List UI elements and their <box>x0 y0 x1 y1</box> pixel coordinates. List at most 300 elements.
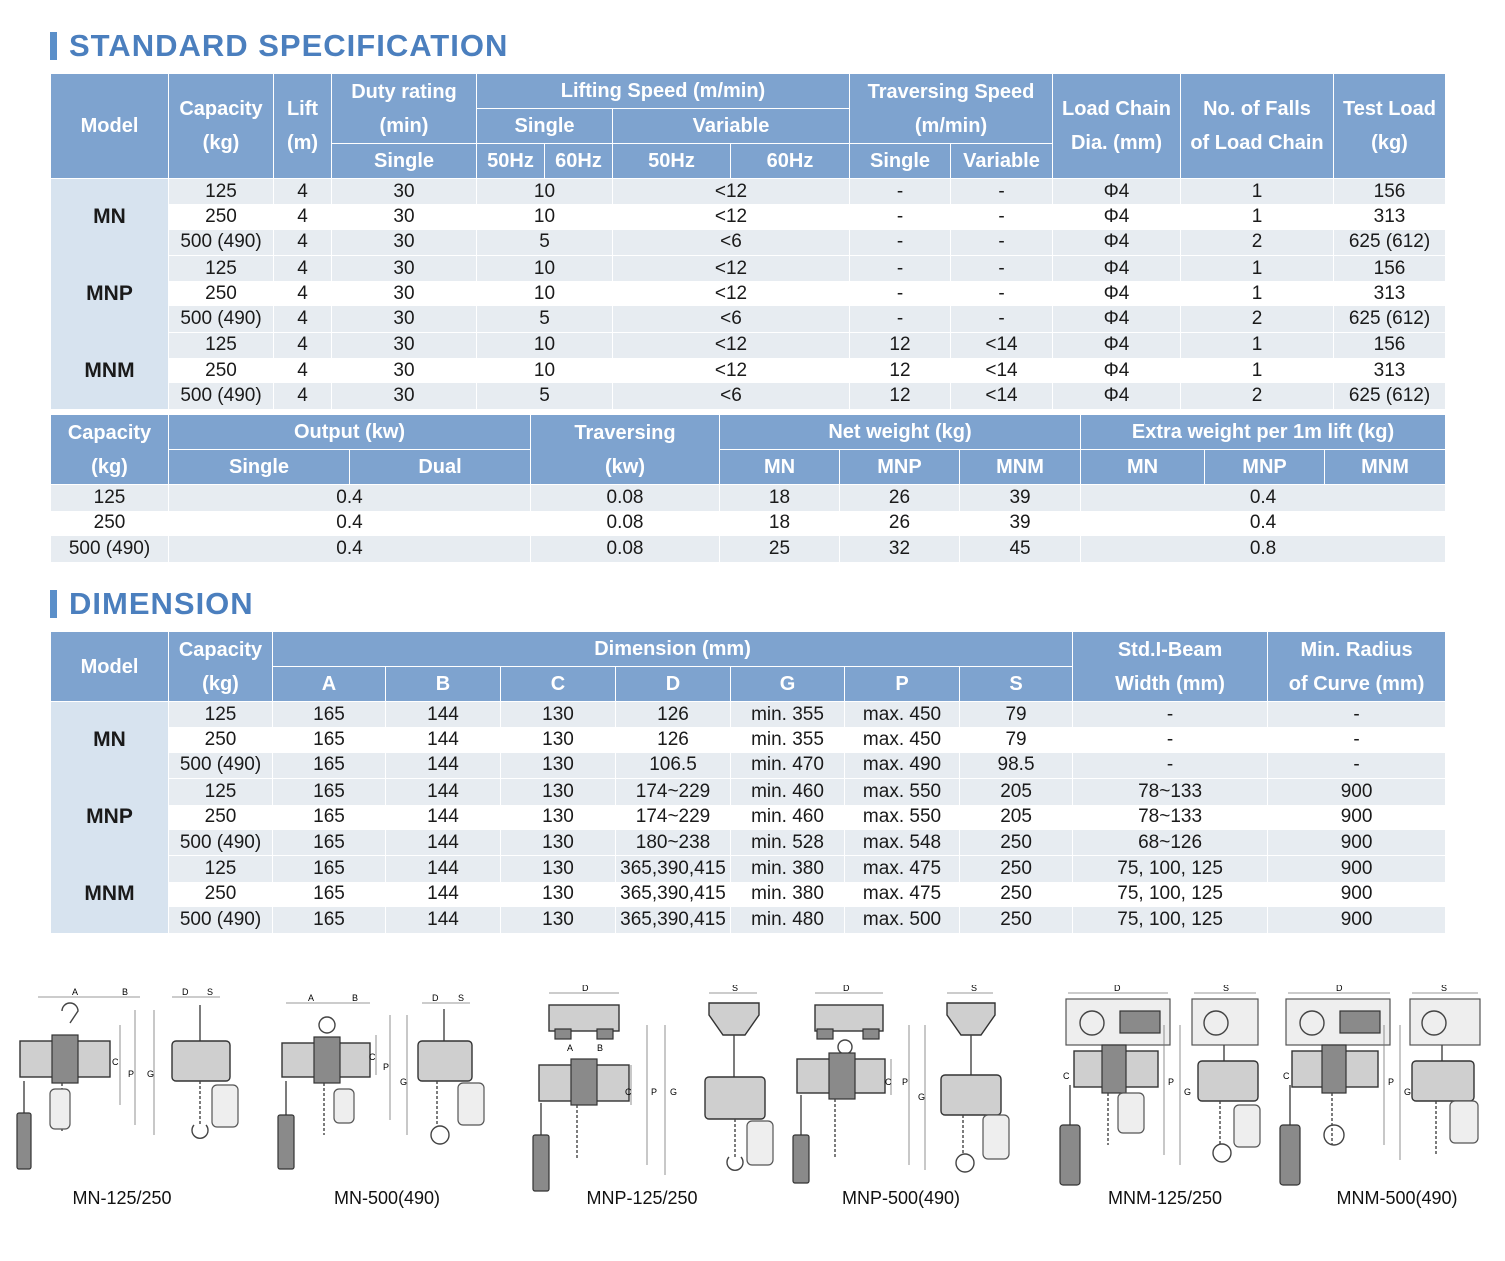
dim-cap-cell: 500 (490) <box>169 907 273 933</box>
drawing-caption: MNM-125/250 <box>1107 1188 1223 1208</box>
trav-single-cell: - <box>850 204 951 229</box>
title-accent-bar <box>50 32 57 60</box>
traversing-cell: 0.08 <box>531 511 720 537</box>
dim-radius-cell: - <box>1268 727 1446 752</box>
dim-b-cell: 144 <box>386 779 501 805</box>
dim-radius-cell: 900 <box>1268 856 1446 882</box>
out-header-traversing: Traversing (kw) <box>531 415 720 485</box>
dim-p-cell: max. 450 <box>845 702 960 728</box>
dim-a-cell: 165 <box>273 830 386 856</box>
duty-cell: 30 <box>332 179 477 205</box>
dim-a-cell: 165 <box>273 856 386 882</box>
trav-single-cell: - <box>850 281 951 306</box>
traversing-cell: 0.08 <box>531 536 720 562</box>
header-model: Model <box>51 74 169 179</box>
dim-cap-cell: 125 <box>169 856 273 882</box>
net-mnm-cell: 39 <box>960 511 1081 537</box>
dim-s-cell: 79 <box>960 702 1073 728</box>
svg-text:P: P <box>902 1077 909 1087</box>
falls-cell: 2 <box>1181 306 1334 332</box>
dim-b-cell: 144 <box>386 805 501 830</box>
output-cell: 0.4 <box>169 511 531 537</box>
dim-g-cell: min. 460 <box>731 805 845 830</box>
net-mnp-cell: 26 <box>840 485 960 511</box>
dim-c-cell: 130 <box>501 830 616 856</box>
dim-cap-cell: 125 <box>169 779 273 805</box>
trav-single-cell: - <box>850 306 951 332</box>
dim-s-cell: 250 <box>960 830 1073 856</box>
duty-cell: 30 <box>332 281 477 306</box>
lift-variable-cell: <6 <box>613 383 850 409</box>
table-row <box>51 358 1446 383</box>
table-row <box>51 702 1446 728</box>
lift-cell: 4 <box>274 306 332 332</box>
falls-cell: 1 <box>1181 255 1334 281</box>
extra-weight-cell: 0.4 <box>1081 511 1446 537</box>
dim-b-cell: 144 <box>386 856 501 882</box>
model-cell: MN <box>51 702 169 779</box>
out-header-extra-mn: MN <box>1081 450 1205 485</box>
table-row <box>51 230 1446 256</box>
dim-s-cell: 205 <box>960 805 1073 830</box>
svg-text:C: C <box>1063 1071 1070 1081</box>
chain-cell: Φ4 <box>1053 204 1181 229</box>
dim-s-cell: 250 <box>960 856 1073 882</box>
header-variable-50hz: 50Hz <box>613 144 731 179</box>
falls-cell: 2 <box>1181 383 1334 409</box>
out-header-net-mn: MN <box>720 450 840 485</box>
trav-single-cell: - <box>850 179 951 205</box>
dim-header-g: G <box>731 667 845 702</box>
dim-g-cell: min. 460 <box>731 779 845 805</box>
dim-d-cell: 174~229 <box>616 805 731 830</box>
lift-cell: 4 <box>274 255 332 281</box>
dim-beam-cell: 78~133 <box>1073 805 1268 830</box>
dim-header-radius: Min. Radius of Curve (mm) <box>1268 632 1446 702</box>
lift-single-cell: 5 <box>477 383 613 409</box>
dim-s-cell: 250 <box>960 907 1073 933</box>
capacity-cell: 125 <box>169 332 274 358</box>
svg-text:C: C <box>625 1087 632 1097</box>
test-load-cell: 313 <box>1334 204 1446 229</box>
lift-variable-cell: <12 <box>613 179 850 205</box>
svg-text:G: G <box>670 1087 678 1097</box>
trav-variable-cell: - <box>951 179 1053 205</box>
capacity-cell: 125 <box>169 255 274 281</box>
spec-table <box>50 73 1446 410</box>
chain-cell: Φ4 <box>1053 306 1181 332</box>
dim-p-cell: max. 490 <box>845 753 960 779</box>
dim-b-cell: 144 <box>386 702 501 728</box>
dim-g-cell: min. 355 <box>731 727 845 752</box>
lift-single-cell: 10 <box>477 281 613 306</box>
test-load-cell: 156 <box>1334 332 1446 358</box>
table-row <box>51 830 1446 856</box>
svg-text:G: G <box>918 1092 926 1102</box>
capacity-cell: 500 (490) <box>51 536 169 562</box>
dim-a-cell: 165 <box>273 805 386 830</box>
dim-a-cell: 165 <box>273 727 386 752</box>
header-traversing-speed: Traversing Speed (m/min) <box>850 74 1053 144</box>
chain-cell: Φ4 <box>1053 358 1181 383</box>
chain-cell: Φ4 <box>1053 255 1181 281</box>
duty-cell: 30 <box>332 383 477 409</box>
drawing-mnm-125-250 <box>1058 985 1268 1195</box>
net-mn-cell: 18 <box>720 485 840 511</box>
dim-p-cell: max. 475 <box>845 856 960 882</box>
svg-text:C: C <box>885 1077 892 1087</box>
header-capacity: Capacity (kg) <box>169 74 274 179</box>
falls-cell: 1 <box>1181 179 1334 205</box>
model-cell: MNM <box>51 856 169 933</box>
dim-d-cell: 365,390,415 <box>616 856 731 882</box>
trav-variable-cell: <14 <box>951 358 1053 383</box>
output-cell: 0.4 <box>169 536 531 562</box>
dim-beam-cell: - <box>1073 727 1268 752</box>
dim-s-cell: 98.5 <box>960 753 1073 779</box>
dim-d-cell: 106.5 <box>616 753 731 779</box>
dim-a-cell: 165 <box>273 779 386 805</box>
dim-radius-cell: 900 <box>1268 779 1446 805</box>
lift-cell: 4 <box>274 281 332 306</box>
duty-cell: 30 <box>332 306 477 332</box>
dim-c-cell: 130 <box>501 753 616 779</box>
dim-header-p: P <box>845 667 960 702</box>
lift-variable-cell: <6 <box>613 230 850 256</box>
header-load-chain: Load Chain Dia. (mm) <box>1053 74 1181 179</box>
test-load-cell: 625 (612) <box>1334 306 1446 332</box>
dimension-section-title <box>50 586 254 622</box>
lift-single-cell: 10 <box>477 255 613 281</box>
trav-variable-cell: - <box>951 204 1053 229</box>
lift-single-cell: 5 <box>477 230 613 256</box>
header-lift-single: Single <box>477 109 613 144</box>
out-header-extra-mnm: MNM <box>1325 450 1446 485</box>
dim-d-cell: 126 <box>616 702 731 728</box>
dim-beam-cell: 75, 100, 125 <box>1073 882 1268 907</box>
trav-single-cell: 12 <box>850 383 951 409</box>
out-header-output: Output (kw) <box>169 415 531 450</box>
falls-cell: 1 <box>1181 281 1334 306</box>
svg-text:A: A <box>72 987 79 997</box>
svg-text:S: S <box>458 993 465 1003</box>
dim-a-cell: 165 <box>273 702 386 728</box>
svg-text:B: B <box>597 1043 604 1053</box>
capacity-cell: 500 (490) <box>169 306 274 332</box>
spec-title: STANDARD SPECIFICATION <box>69 28 509 63</box>
lift-variable-cell: <12 <box>613 204 850 229</box>
dim-d-cell: 126 <box>616 727 731 752</box>
trav-variable-cell: - <box>951 230 1053 256</box>
dim-header-dimension: Dimension (mm) <box>273 632 1073 667</box>
out-header-capacity: Capacity (kg) <box>51 415 169 485</box>
dim-d-cell: 180~238 <box>616 830 731 856</box>
lift-single-cell: 10 <box>477 204 613 229</box>
header-duty-single: Single <box>332 144 477 179</box>
extra-weight-cell: 0.4 <box>1081 485 1446 511</box>
svg-text:S: S <box>207 987 214 997</box>
dim-d-cell: 365,390,415 <box>616 907 731 933</box>
trav-variable-cell: - <box>951 306 1053 332</box>
svg-text:A: A <box>567 1043 574 1053</box>
svg-text:B: B <box>352 993 359 1003</box>
dim-header-b: B <box>386 667 501 702</box>
svg-text:P: P <box>1388 1077 1395 1087</box>
trav-variable-cell: - <box>951 281 1053 306</box>
duty-cell: 30 <box>332 358 477 383</box>
dim-b-cell: 144 <box>386 727 501 752</box>
svg-text:P: P <box>128 1069 135 1079</box>
dim-cap-cell: 125 <box>169 702 273 728</box>
test-load-cell: 625 (612) <box>1334 383 1446 409</box>
lift-single-cell: 10 <box>477 358 613 383</box>
drawing-caption: MNP-500(490) <box>841 1188 961 1208</box>
chain-cell: Φ4 <box>1053 281 1181 306</box>
header-lifting-speed: Lifting Speed (m/min) <box>477 74 850 109</box>
capacity-cell: 250 <box>169 281 274 306</box>
out-header-net-mnp: MNP <box>840 450 960 485</box>
dim-radius-cell: 900 <box>1268 805 1446 830</box>
dim-g-cell: min. 355 <box>731 702 845 728</box>
dim-cap-cell: 250 <box>169 882 273 907</box>
trav-single-cell: - <box>850 255 951 281</box>
dimension-title: DIMENSION <box>69 586 254 621</box>
trav-single-cell: - <box>850 230 951 256</box>
dim-c-cell: 130 <box>501 882 616 907</box>
dim-a-cell: 165 <box>273 907 386 933</box>
dim-header-c: C <box>501 667 616 702</box>
lift-variable-cell: <6 <box>613 306 850 332</box>
chain-cell: Φ4 <box>1053 332 1181 358</box>
trav-variable-cell: <14 <box>951 332 1053 358</box>
svg-text:D: D <box>182 987 189 997</box>
table-row <box>51 805 1446 830</box>
dim-g-cell: min. 528 <box>731 830 845 856</box>
svg-text:P: P <box>651 1087 658 1097</box>
chain-cell: Φ4 <box>1053 383 1181 409</box>
falls-cell: 1 <box>1181 358 1334 383</box>
header-50hz: 50Hz <box>477 144 545 179</box>
dim-g-cell: min. 470 <box>731 753 845 779</box>
capacity-cell: 500 (490) <box>169 383 274 409</box>
trav-single-cell: 12 <box>850 358 951 383</box>
table-row <box>51 332 1446 358</box>
out-header-single: Single <box>169 450 350 485</box>
test-load-cell: 156 <box>1334 179 1446 205</box>
svg-text:G: G <box>1184 1087 1192 1097</box>
dim-g-cell: min. 380 <box>731 856 845 882</box>
out-header-dual: Dual <box>350 450 531 485</box>
dim-c-cell: 130 <box>501 856 616 882</box>
test-load-cell: 156 <box>1334 255 1446 281</box>
trav-variable-cell: <14 <box>951 383 1053 409</box>
duty-cell: 30 <box>332 204 477 229</box>
capacity-cell: 250 <box>169 204 274 229</box>
svg-text:D: D <box>582 985 589 993</box>
lift-cell: 4 <box>274 230 332 256</box>
dim-radius-cell: 900 <box>1268 882 1446 907</box>
dim-beam-cell: 75, 100, 125 <box>1073 907 1268 933</box>
dim-s-cell: 205 <box>960 779 1073 805</box>
dim-cap-cell: 500 (490) <box>169 830 273 856</box>
dim-radius-cell: 900 <box>1268 830 1446 856</box>
svg-text:P: P <box>1168 1077 1175 1087</box>
svg-text:S: S <box>1223 985 1230 993</box>
chain-cell: Φ4 <box>1053 230 1181 256</box>
out-header-extra-mnp: MNP <box>1205 450 1325 485</box>
falls-cell: 1 <box>1181 332 1334 358</box>
drawing-mn-125-250 <box>12 985 247 1185</box>
dim-cap-cell: 250 <box>169 727 273 752</box>
svg-text:S: S <box>732 985 739 993</box>
svg-text:G: G <box>147 1069 155 1079</box>
lift-single-cell: 10 <box>477 179 613 205</box>
drawing-mn-500-490 <box>272 985 497 1185</box>
drawing-mnm-500-490 <box>1278 985 1488 1195</box>
spec-section-title <box>50 28 508 64</box>
duty-cell: 30 <box>332 255 477 281</box>
svg-text:D: D <box>1114 985 1121 993</box>
net-mn-cell: 25 <box>720 536 840 562</box>
lift-cell: 4 <box>274 179 332 205</box>
dim-p-cell: max. 550 <box>845 805 960 830</box>
dim-g-cell: min. 480 <box>731 907 845 933</box>
lift-cell: 4 <box>274 358 332 383</box>
svg-text:G: G <box>1404 1087 1412 1097</box>
dim-beam-cell: 68~126 <box>1073 830 1268 856</box>
dim-p-cell: max. 550 <box>845 779 960 805</box>
dim-beam-cell: - <box>1073 753 1268 779</box>
lift-variable-cell: <12 <box>613 332 850 358</box>
dim-header-beam: Std.I-Beam Width (mm) <box>1073 632 1268 702</box>
dim-cap-cell: 250 <box>169 805 273 830</box>
svg-text:C: C <box>369 1052 376 1062</box>
falls-cell: 1 <box>1181 204 1334 229</box>
net-mnp-cell: 32 <box>840 536 960 562</box>
svg-text:D: D <box>432 993 439 1003</box>
svg-text:D: D <box>843 985 850 993</box>
dim-radius-cell: - <box>1268 702 1446 728</box>
output-table <box>50 414 1446 562</box>
dim-p-cell: max. 548 <box>845 830 960 856</box>
dim-b-cell: 144 <box>386 753 501 779</box>
lift-variable-cell: <12 <box>613 255 850 281</box>
dim-beam-cell: 78~133 <box>1073 779 1268 805</box>
svg-text:B: B <box>122 987 129 997</box>
header-lift: Lift (m) <box>274 74 332 179</box>
net-mnp-cell: 26 <box>840 511 960 537</box>
net-mnm-cell: 45 <box>960 536 1081 562</box>
dim-header-d: D <box>616 667 731 702</box>
out-header-net-mnm: MNM <box>960 450 1081 485</box>
duty-cell: 30 <box>332 230 477 256</box>
dim-radius-cell: - <box>1268 753 1446 779</box>
dim-header-capacity: Capacity (kg) <box>169 632 273 702</box>
svg-text:C: C <box>112 1057 119 1067</box>
output-cell: 0.4 <box>169 485 531 511</box>
net-mn-cell: 18 <box>720 511 840 537</box>
dim-radius-cell: 900 <box>1268 907 1446 933</box>
dim-p-cell: max. 450 <box>845 727 960 752</box>
capacity-cell: 250 <box>51 511 169 537</box>
model-cell: MNM <box>51 332 169 409</box>
lift-cell: 4 <box>274 332 332 358</box>
dim-s-cell: 79 <box>960 727 1073 752</box>
out-header-net-weight: Net weight (kg) <box>720 415 1081 450</box>
header-lift-variable: Variable <box>613 109 850 144</box>
drawing-caption: MN-500(490) <box>333 1188 441 1208</box>
dim-d-cell: 174~229 <box>616 779 731 805</box>
table-row <box>51 179 1446 205</box>
dim-header-a: A <box>273 667 386 702</box>
dim-p-cell: max. 500 <box>845 907 960 933</box>
header-variable-60hz: 60Hz <box>731 144 850 179</box>
table-row <box>51 281 1446 306</box>
dim-p-cell: max. 475 <box>845 882 960 907</box>
lift-cell: 4 <box>274 383 332 409</box>
net-mnm-cell: 39 <box>960 485 1081 511</box>
drawing-mnp-500-490 <box>787 985 1027 1185</box>
dim-a-cell: 165 <box>273 753 386 779</box>
dim-b-cell: 144 <box>386 882 501 907</box>
table-row <box>51 536 1446 562</box>
svg-text:P: P <box>383 1062 390 1072</box>
svg-text:G: G <box>400 1077 408 1087</box>
dim-s-cell: 250 <box>960 882 1073 907</box>
title-accent-bar <box>50 590 57 618</box>
dimension-table <box>50 631 1446 934</box>
header-test-load: Test Load (kg) <box>1334 74 1446 179</box>
header-60hz: 60Hz <box>545 144 613 179</box>
dim-c-cell: 130 <box>501 805 616 830</box>
svg-text:C: C <box>1283 1071 1290 1081</box>
test-load-cell: 313 <box>1334 281 1446 306</box>
table-row <box>51 255 1446 281</box>
falls-cell: 2 <box>1181 230 1334 256</box>
header-trav-single: Single <box>850 144 951 179</box>
table-row <box>51 779 1446 805</box>
chain-cell: Φ4 <box>1053 179 1181 205</box>
table-row <box>51 753 1446 779</box>
dim-header-model: Model <box>51 632 169 702</box>
dim-c-cell: 130 <box>501 727 616 752</box>
dim-c-cell: 130 <box>501 907 616 933</box>
dim-b-cell: 144 <box>386 907 501 933</box>
out-header-extra-weight: Extra weight per 1m lift (kg) <box>1081 415 1446 450</box>
table-row <box>51 727 1446 752</box>
lift-single-cell: 5 <box>477 306 613 332</box>
drawing-caption: MN-125/250 <box>72 1188 172 1208</box>
table-row <box>51 204 1446 229</box>
header-trav-variable: Variable <box>951 144 1053 179</box>
dim-g-cell: min. 380 <box>731 882 845 907</box>
capacity-cell: 500 (490) <box>169 230 274 256</box>
model-cell: MNP <box>51 779 169 856</box>
traversing-cell: 0.08 <box>531 485 720 511</box>
table-row <box>51 306 1446 332</box>
dim-d-cell: 365,390,415 <box>616 882 731 907</box>
drawing-mnp-125-250 <box>527 985 777 1205</box>
dim-a-cell: 165 <box>273 882 386 907</box>
dim-beam-cell: - <box>1073 702 1268 728</box>
drawing-caption: MNM-500(490) <box>1336 1188 1458 1208</box>
dim-b-cell: 144 <box>386 830 501 856</box>
drawing-caption: MNP-125/250 <box>586 1188 698 1208</box>
table-row <box>51 511 1446 537</box>
header-falls: No. of Falls of Load Chain <box>1181 74 1334 179</box>
dim-c-cell: 130 <box>501 702 616 728</box>
capacity-cell: 125 <box>169 179 274 205</box>
